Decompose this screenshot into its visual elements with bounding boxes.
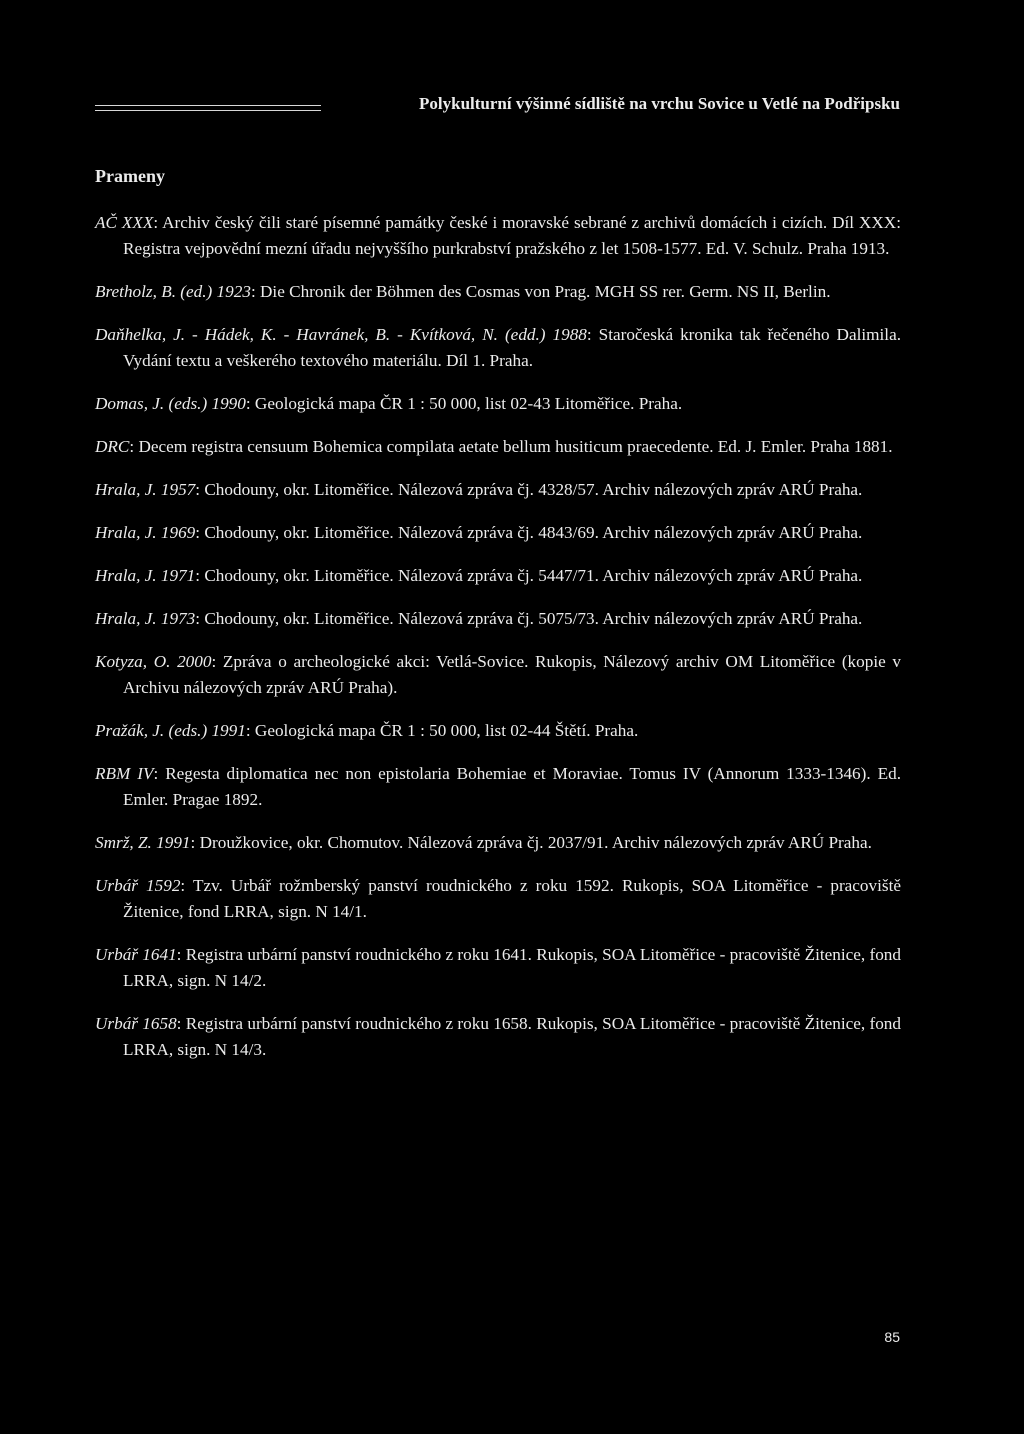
reference-author: Urbář 1658 xyxy=(95,1014,177,1033)
running-header xyxy=(95,94,905,118)
reference-author: Domas, J. (eds.) 1990 xyxy=(95,394,246,413)
reference-entry xyxy=(95,649,901,701)
reference-text: : Droužkovice, okr. Chomutov. Nálezová zpráva čj. 2037/91. Archiv nálezových zpráv ARÚ Praha. xyxy=(190,833,872,852)
reference-author: Pražák, J. (eds.) 1991 xyxy=(95,721,246,740)
reference-text: : Geologická mapa ČR 1 : 50 000, list 02-43 Litoměřice. Praha. xyxy=(245,394,683,413)
reference-entry xyxy=(95,477,901,503)
reference-text: : Staročeská kronika tak řečeného Dalimila. Vydání textu a veškerého textového materiálu. Díl 1. Praha. xyxy=(123,325,901,370)
reference-author: Urbář 1641 xyxy=(95,945,177,964)
reference-author: Daňhelka, J. - Hádek, K. - Havránek, B. - Kvítková, N. (edd.) 1988 xyxy=(95,325,587,344)
reference-author: AČ XXX xyxy=(95,213,154,232)
reference-text: : Chodouny, okr. Litoměřice. Nálezová zpráva čj. 5447/71. Archiv nálezových zpráv ARÚ Praha. xyxy=(195,566,863,585)
reference-author: Hrala, J. 1969 xyxy=(95,523,196,542)
reference-entry xyxy=(95,563,901,589)
reference-entry xyxy=(95,830,901,856)
reference-author: Hrala, J. 1971 xyxy=(95,566,196,585)
reference-text: : Geologická mapa ČR 1 : 50 000, list 02-44 Štětí. Praha. xyxy=(245,721,639,740)
reference-author: Bretholz, B. (ed.) 1923 xyxy=(95,282,251,301)
reference-entry xyxy=(95,606,901,632)
reference-text: : Archiv český čili staré písemné památky české i moravské sebrané z archivů domácích i cizích. Díl XXX: Registra vejpovědní mezní úřadu nejvyššího purkrabství pražského z let 1508-1577. Ed. V. Schulz. Praha 1913. xyxy=(123,213,901,258)
reference-entry xyxy=(95,322,901,374)
reference-entry xyxy=(95,718,901,744)
reference-author: RBM IV xyxy=(95,764,154,783)
reference-author: Hrala, J. 1973 xyxy=(95,609,196,628)
reference-text: : Zpráva o archeologické akci: Vetlá-Sovice. Rukopis, Nálezový archiv OM Litoměřice (kopie v Archivu nálezových zpráv ARÚ Praha). xyxy=(123,652,901,697)
reference-entry xyxy=(95,873,901,925)
reference-entry xyxy=(95,761,901,813)
reference-entry xyxy=(95,1011,901,1063)
reference-text: : Chodouny, okr. Litoměřice. Nálezová zpráva čj. 5075/73. Archiv nálezových zpráv ARÚ Praha. xyxy=(195,609,863,628)
page-number: 85 xyxy=(884,1329,900,1345)
reference-author: Hrala, J. 1957 xyxy=(95,480,196,499)
reference-text: : Chodouny, okr. Litoměřice. Nálezová zpráva čj. 4843/69. Archiv nálezových zpráv ARÚ Praha. xyxy=(195,523,863,542)
header-double-rule xyxy=(95,105,321,111)
reference-entry xyxy=(95,279,901,305)
reference-author: Kotyza, O. 2000 xyxy=(95,652,212,671)
reference-entry xyxy=(95,520,901,546)
reference-author: Urbář 1592 xyxy=(95,876,181,895)
reference-text: : Die Chronik der Böhmen des Cosmas von Prag. MGH SS rer. Germ. NS II, Berlin. xyxy=(250,282,831,301)
reference-text: : Registra urbární panství roudnického z roku 1658. Rukopis, SOA Litoměřice - pracoviště Žitenice, fond LRRA, sign. N 14/3. xyxy=(123,1014,901,1059)
reference-text: : Regesta diplomatica nec non epistolaria Bohemiae et Moraviae. Tomus IV (Annorum 1333-1346). Ed. Emler. Pragae 1892. xyxy=(123,764,901,809)
section-heading: Prameny xyxy=(95,166,165,186)
reference-entry xyxy=(95,391,901,417)
reference-author: DRC xyxy=(95,437,130,456)
running-header-title: Polykulturní výšinné sídliště na vrchu Sovice u Vetlé na Podřipsku xyxy=(419,94,900,113)
reference-text: : Registra urbární panství roudnického z roku 1641. Rukopis, SOA Litoměřice - pracoviště Žitenice, fond LRRA, sign. N 14/2. xyxy=(123,945,901,990)
reference-text: : Chodouny, okr. Litoměřice. Nálezová zpráva čj. 4328/57. Archiv nálezových zpráv ARÚ Praha. xyxy=(195,480,863,499)
reference-entry xyxy=(95,434,901,460)
reference-entry xyxy=(95,942,901,994)
reference-entry xyxy=(95,210,901,262)
reference-author: Smrž, Z. 1991 xyxy=(95,833,191,852)
reference-list xyxy=(95,210,901,1080)
reference-text: : Tzv. Urbář rožmberský panství roudnického z roku 1592. Rukopis, SOA Litoměřice - pracoviště Žitenice, fond LRRA, sign. N 14/1. xyxy=(123,876,901,921)
reference-text: : Decem registra censuum Bohemica compilata aetate bellum husiticum praecedente. Ed. J. Emler. Praha 1881. xyxy=(129,437,893,456)
